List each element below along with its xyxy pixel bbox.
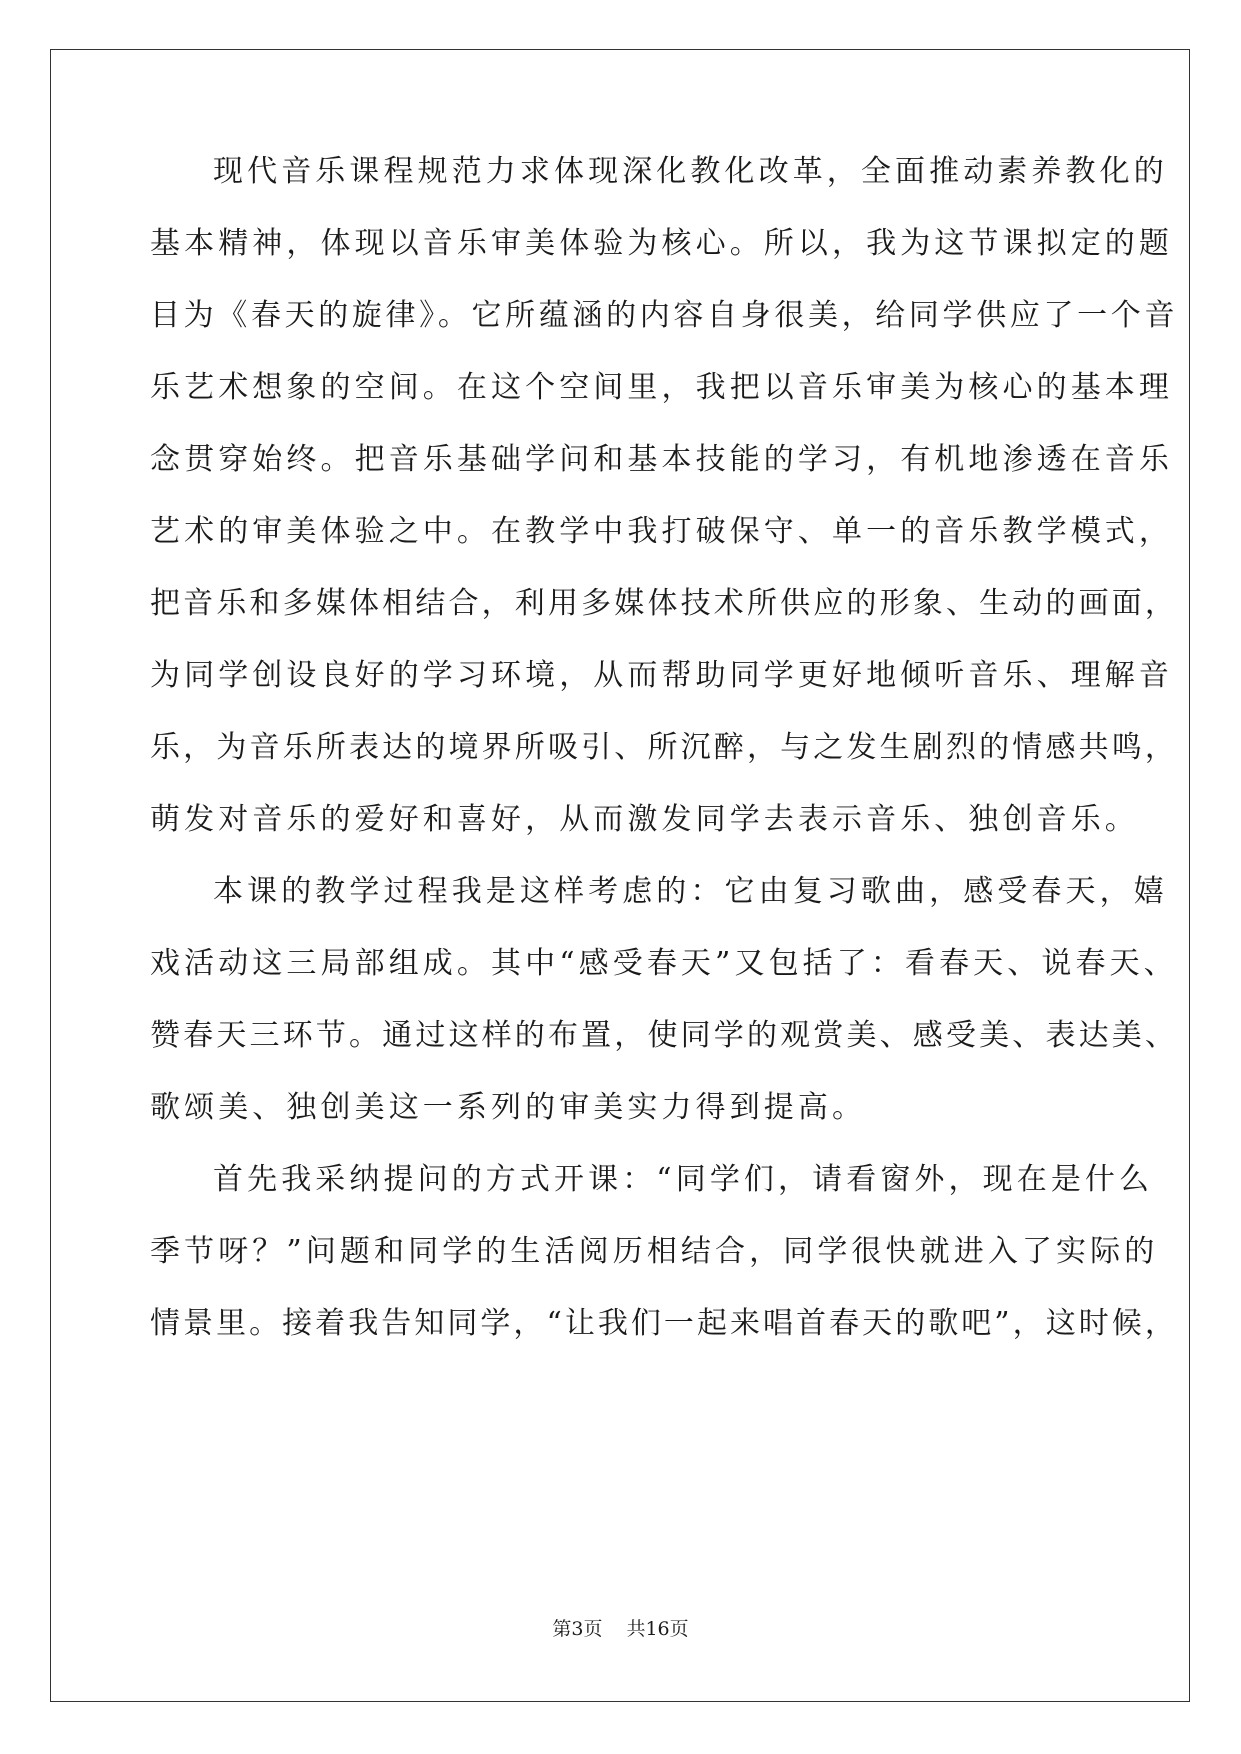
paragraph-2-line-4: 歌颂美、独创美这一系列的审美实力得到提高。 bbox=[150, 1090, 867, 1125]
paragraph-3-line-2: 季节呀？”问题和同学的生活阅历相结合，同学很快就进入了实际的 bbox=[150, 1234, 1159, 1269]
paragraph-1-line-8: 为同学创设良好的学习环境，从而帮助同学更好地倾听音乐、理解音 bbox=[150, 658, 1173, 693]
paragraph-1-line-2: 基本精神，体现以音乐审美体验为核心。所以，我为这节课拟定的题 bbox=[150, 226, 1173, 261]
page-total: 共16页 bbox=[626, 1618, 689, 1640]
paragraph-1-line-4: 乐艺术想象的空间。在这个空间里，我把以音乐审美为核心的基本理 bbox=[150, 370, 1173, 405]
paragraph-3-line-1: 首先我采纳提问的方式开课：“同学们，请看窗外，现在是什么 bbox=[213, 1162, 1154, 1197]
paragraph-1-line-7: 把音乐和多媒体相结合，利用多媒体技术所供应的形象、生动的画面， bbox=[150, 586, 1179, 621]
paragraph-1-line-10: 萌发对音乐的爱好和喜好，从而激发同学去表示音乐、独创音乐。 bbox=[150, 802, 1139, 837]
paragraph-1-line-5: 念贯穿始终。把音乐基础学问和基本技能的学习，有机地渗透在音乐 bbox=[150, 442, 1173, 477]
paragraph-2-line-2: 戏活动这三局部组成。其中“感受春天”又包括了：看春天、说春天、 bbox=[150, 946, 1178, 981]
paragraph-1-line-3: 目为《春天的旋律》。它所蕴涵的内容自身很美，给同学供应了一个音 bbox=[150, 298, 1179, 333]
page-footer bbox=[0, 1614, 1241, 1641]
paragraph-2-line-3: 赞春天三环节。通过这样的布置，使同学的观赏美、感受美、表达美、 bbox=[150, 1018, 1179, 1053]
paragraph-1-line-9: 乐，为音乐所表达的境界所吸引、所沉醉，与之发生剧烈的情感共鸣， bbox=[150, 730, 1179, 765]
paragraph-3-line-3: 情景里。接着我告知同学，“让我们一起来唱首春天的歌吧”，这时候， bbox=[150, 1306, 1178, 1341]
page-number: 第3页 bbox=[552, 1618, 603, 1640]
paragraph-2-line-1: 本课的教学过程我是这样考虑的：它由复习歌曲，感受春天，嬉 bbox=[213, 874, 1168, 909]
paragraph-1-line-1: 现代音乐课程规范力求体现深化教化改革，全面推动素养教化的 bbox=[213, 154, 1168, 189]
paragraph-1-line-6: 艺术的审美体验之中。在教学中我打破保守、单一的音乐教学模式， bbox=[150, 514, 1173, 549]
